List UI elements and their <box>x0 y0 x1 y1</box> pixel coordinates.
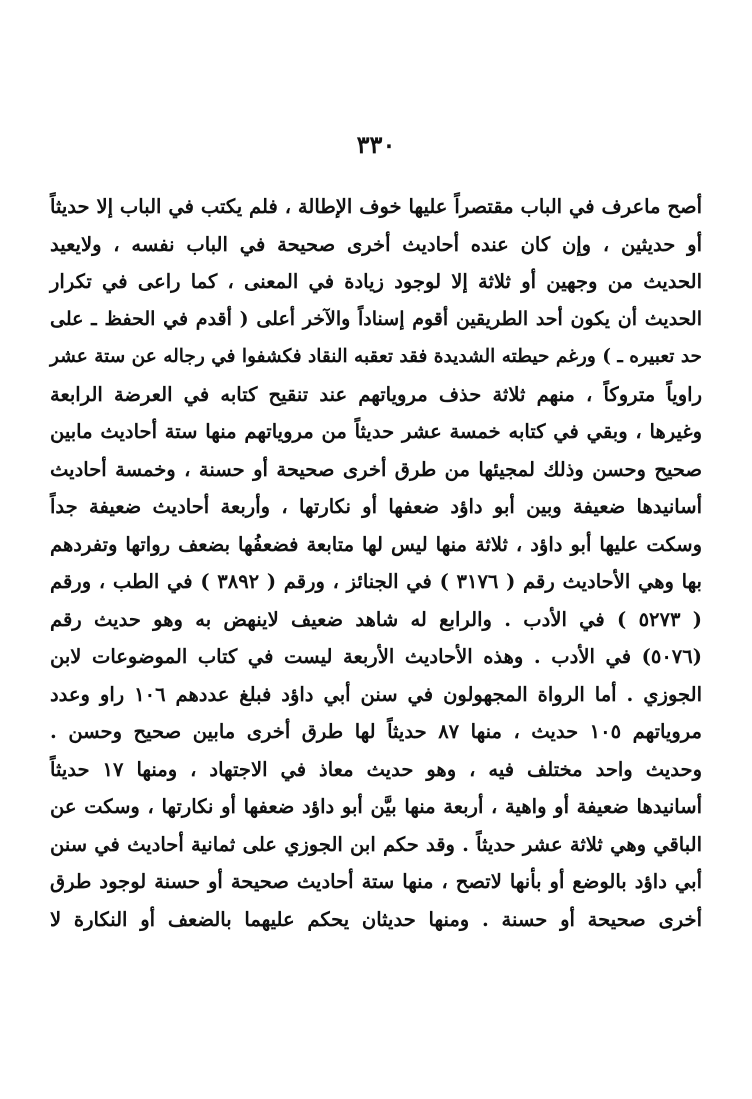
text-line: الجوزي . أما الرواة المجهولون في سنن أبي داؤد فبلغ عددهم ١٠٦ راو وعدد <box>50 682 702 706</box>
text-line: أصح ماعرف في الباب مقتصراً عليها خوف الإطالة ، فلم يكتب في الباب إلا حديثاً <box>50 195 702 218</box>
page-number: ٣٣٠ <box>356 130 396 159</box>
text-line: وحديث واحد مختلف فيه ، وهو حديث معاذ في الاجتهاد ، ومنها ١٧ حديثاً <box>50 757 702 781</box>
text-line: الباقي وهي ثلاثة عشر حديثاً . وقد حكم ابن الجوزي على ثمانية أحاديث في سنن <box>50 832 702 856</box>
text-line: حد تعبيره ـ ) ورغم حيطته الشديدة فقد تعقبه النقاد فكشفوا في رجاله عن ستة عشر <box>50 346 702 367</box>
text-line: بها وهي الأحاديث رقم ( ٣١٧٦ ) في الجنائز ، ورقم ( ٣٨٩٢ ) في الطب ، ورقم <box>50 570 702 593</box>
text-line: وغيرها ، وبقي في كتابه خمسة عشر حديثاً من مروياتهم منها ستة أحاديث مابين <box>50 420 702 443</box>
text-line: ( ٥٢٧٣ ) في الأدب . والرابع له شاهد ضعيف لاينهض به وهو حديث رقم <box>50 607 702 631</box>
text-line: أبي داؤد بالوضع أو بأنها لاتصح ، منها ستة أحاديث صحيحة أو حسنة لوجود طرق <box>50 870 702 893</box>
text-line: أخرى صحيحة أو حسنة . ومنها حديثان يحكم عليهما بالضعف أو النكارة لا <box>50 907 702 931</box>
body-text <box>50 188 702 938</box>
text-line: وسكت عليها أبو داؤد ، ثلاثة منها ليس لها متابعة فضعفُها بضعف رواتها وتفردهم <box>50 532 702 556</box>
text-line: الحديث أن يكون أحد الطريقين أقوم إسناداً والآخر أعلى ( أقدم في الحفظ ـ على <box>50 307 702 330</box>
text-line: أسانيدها ضعيفة أو واهية ، أربعة منها بيَّن أبو داؤد ضعفها أو نكارتها ، وسكت عن <box>50 795 702 818</box>
text-line: (٥٠٧٦) في الأدب . وهذه الأحاديث الأربعة ليست في كتاب الموضوعات لابن <box>50 645 702 668</box>
text-line: مروياتهم ١٠٥ حديث ، منها ٨٧ حديثاً لها طرق أخرى مابين صحيح وحسن . <box>50 720 703 743</box>
text-line: الحديث من وجهين أو ثلاثة إلا لوجود زيادة في المعنى ، كما راعى في تكرار <box>50 270 702 293</box>
text-line: أو حديثين ، وإن كان عنده أحاديث أخرى صحيحة في الباب نفسه ، ولايعيد <box>50 232 702 256</box>
text-line: راوياً متروكاً ، منهم ثلاثة حذف مروياتهم عند تنقيح كتابه في العرضة الرابعة <box>50 382 702 406</box>
text-line: صحيح وحسن وذلك لمجيئها من طرق أخرى صحيحة أو حسنة ، وخمسة أحاديث <box>50 457 702 481</box>
text-line: أسانيدها ضعيفة وبين أبو داؤد ضعفها أو نكارتها ، وأربعة أحاديث ضعيفة جداً <box>50 495 702 518</box>
